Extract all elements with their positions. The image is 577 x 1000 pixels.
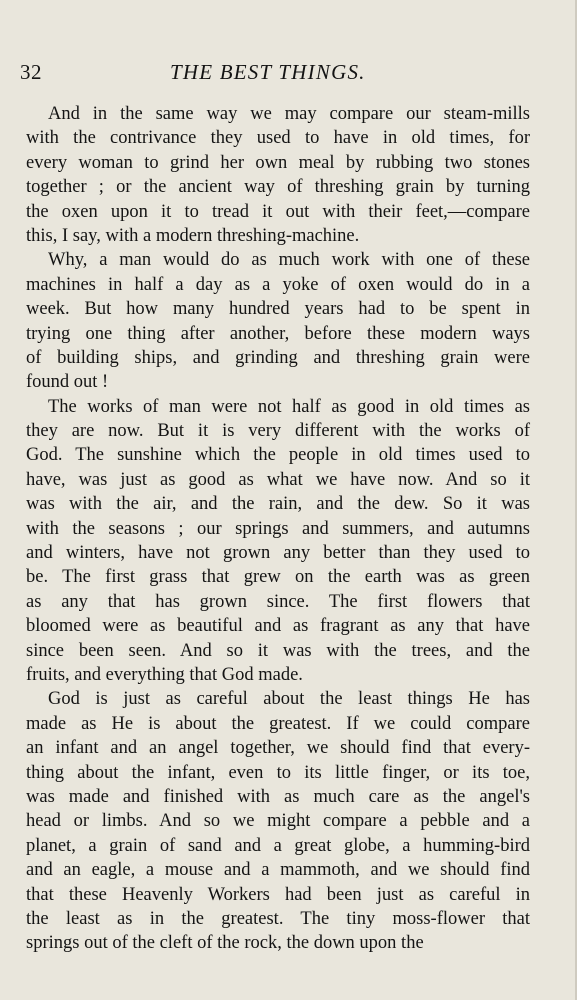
text-line: with the contrivance they used to have in old times, for [26, 128, 530, 149]
text-line: And in the same way we may compare our steam-mills [48, 104, 530, 124]
text-line: springs out of the cleft of the rock, the down upon the [26, 933, 424, 954]
paragraph [26, 395, 530, 688]
text-line: of building ships, and grinding and threshing grain were [26, 347, 530, 368]
text-line: with the seasons ; our springs and summers, and autumns [26, 518, 530, 539]
text-line: planet, a grain of sand and a great globe, a humming-bird [26, 835, 530, 856]
page-number: 32 [20, 60, 42, 84]
text-line: machines in half a day as a yoke of oxen would do in a [26, 274, 530, 295]
text-line: be. The first grass that grew on the earth was as green [26, 567, 530, 588]
text-line: head or limbs. And so we might compare a pebble and a [26, 811, 530, 832]
text-line: week. But how many hundred years had to be spent in [26, 299, 530, 320]
text-line: they are now. But it is very different with the works of [26, 421, 530, 442]
text-line: Why, a man would do as much work with one of these [48, 250, 530, 271]
paragraph [26, 102, 530, 248]
text-line: thing about the infant, even to its little finger, or its toe, [26, 762, 530, 783]
text-line: was made and finished with as much care as the angel's [26, 786, 530, 807]
paragraph [26, 687, 530, 955]
text-line: the least as in the greatest. The tiny moss-flower that [26, 908, 530, 929]
body-text [26, 102, 530, 956]
text-line: made as He is about the greatest. If we could compare [26, 713, 530, 734]
text-line: an infant and an angel together, we should find that every- [26, 738, 530, 759]
text-line: God. The sunshine which the people in old times used to [26, 445, 530, 466]
text-line: bloomed were as beautiful and as fragrant as any that have [26, 616, 530, 637]
text-line: trying one thing after another, before these modern ways [26, 323, 530, 344]
running-title: THE BEST THINGS. [170, 60, 366, 84]
text-line: the oxen upon it to tread it out with their feet,—compare [26, 201, 530, 222]
text-line: fruits, and everything that God made. [26, 664, 303, 685]
text-line: The works of man were not half as good in old times as [48, 396, 530, 417]
page-header [20, 58, 558, 88]
text-line: since been seen. And so it was with the trees, and the [26, 640, 530, 661]
text-line: found out ! [26, 372, 109, 393]
paragraph [26, 248, 530, 394]
text-line: together ; or the ancient way of threshing grain by turning [26, 177, 530, 198]
text-line: that these Heavenly Workers had been just as careful in [26, 884, 530, 905]
text-line: and winters, have not grown any better than they used to [26, 543, 530, 564]
text-line: this, I say, with a modern threshing-machine. [26, 225, 360, 246]
text-line: have, was just as good as what we have now. And so it [26, 469, 530, 490]
text-line: God is just as careful about the least things He has [48, 689, 530, 710]
text-line: was with the air, and the rain, and the dew. So it was [26, 494, 530, 515]
text-line: and an eagle, a mouse and a mammoth, and we should find [26, 860, 530, 881]
text-line: every woman to grind her own meal by rubbing two stones [26, 152, 530, 173]
text-line: as any that has grown since. The first flowers that [26, 591, 530, 612]
